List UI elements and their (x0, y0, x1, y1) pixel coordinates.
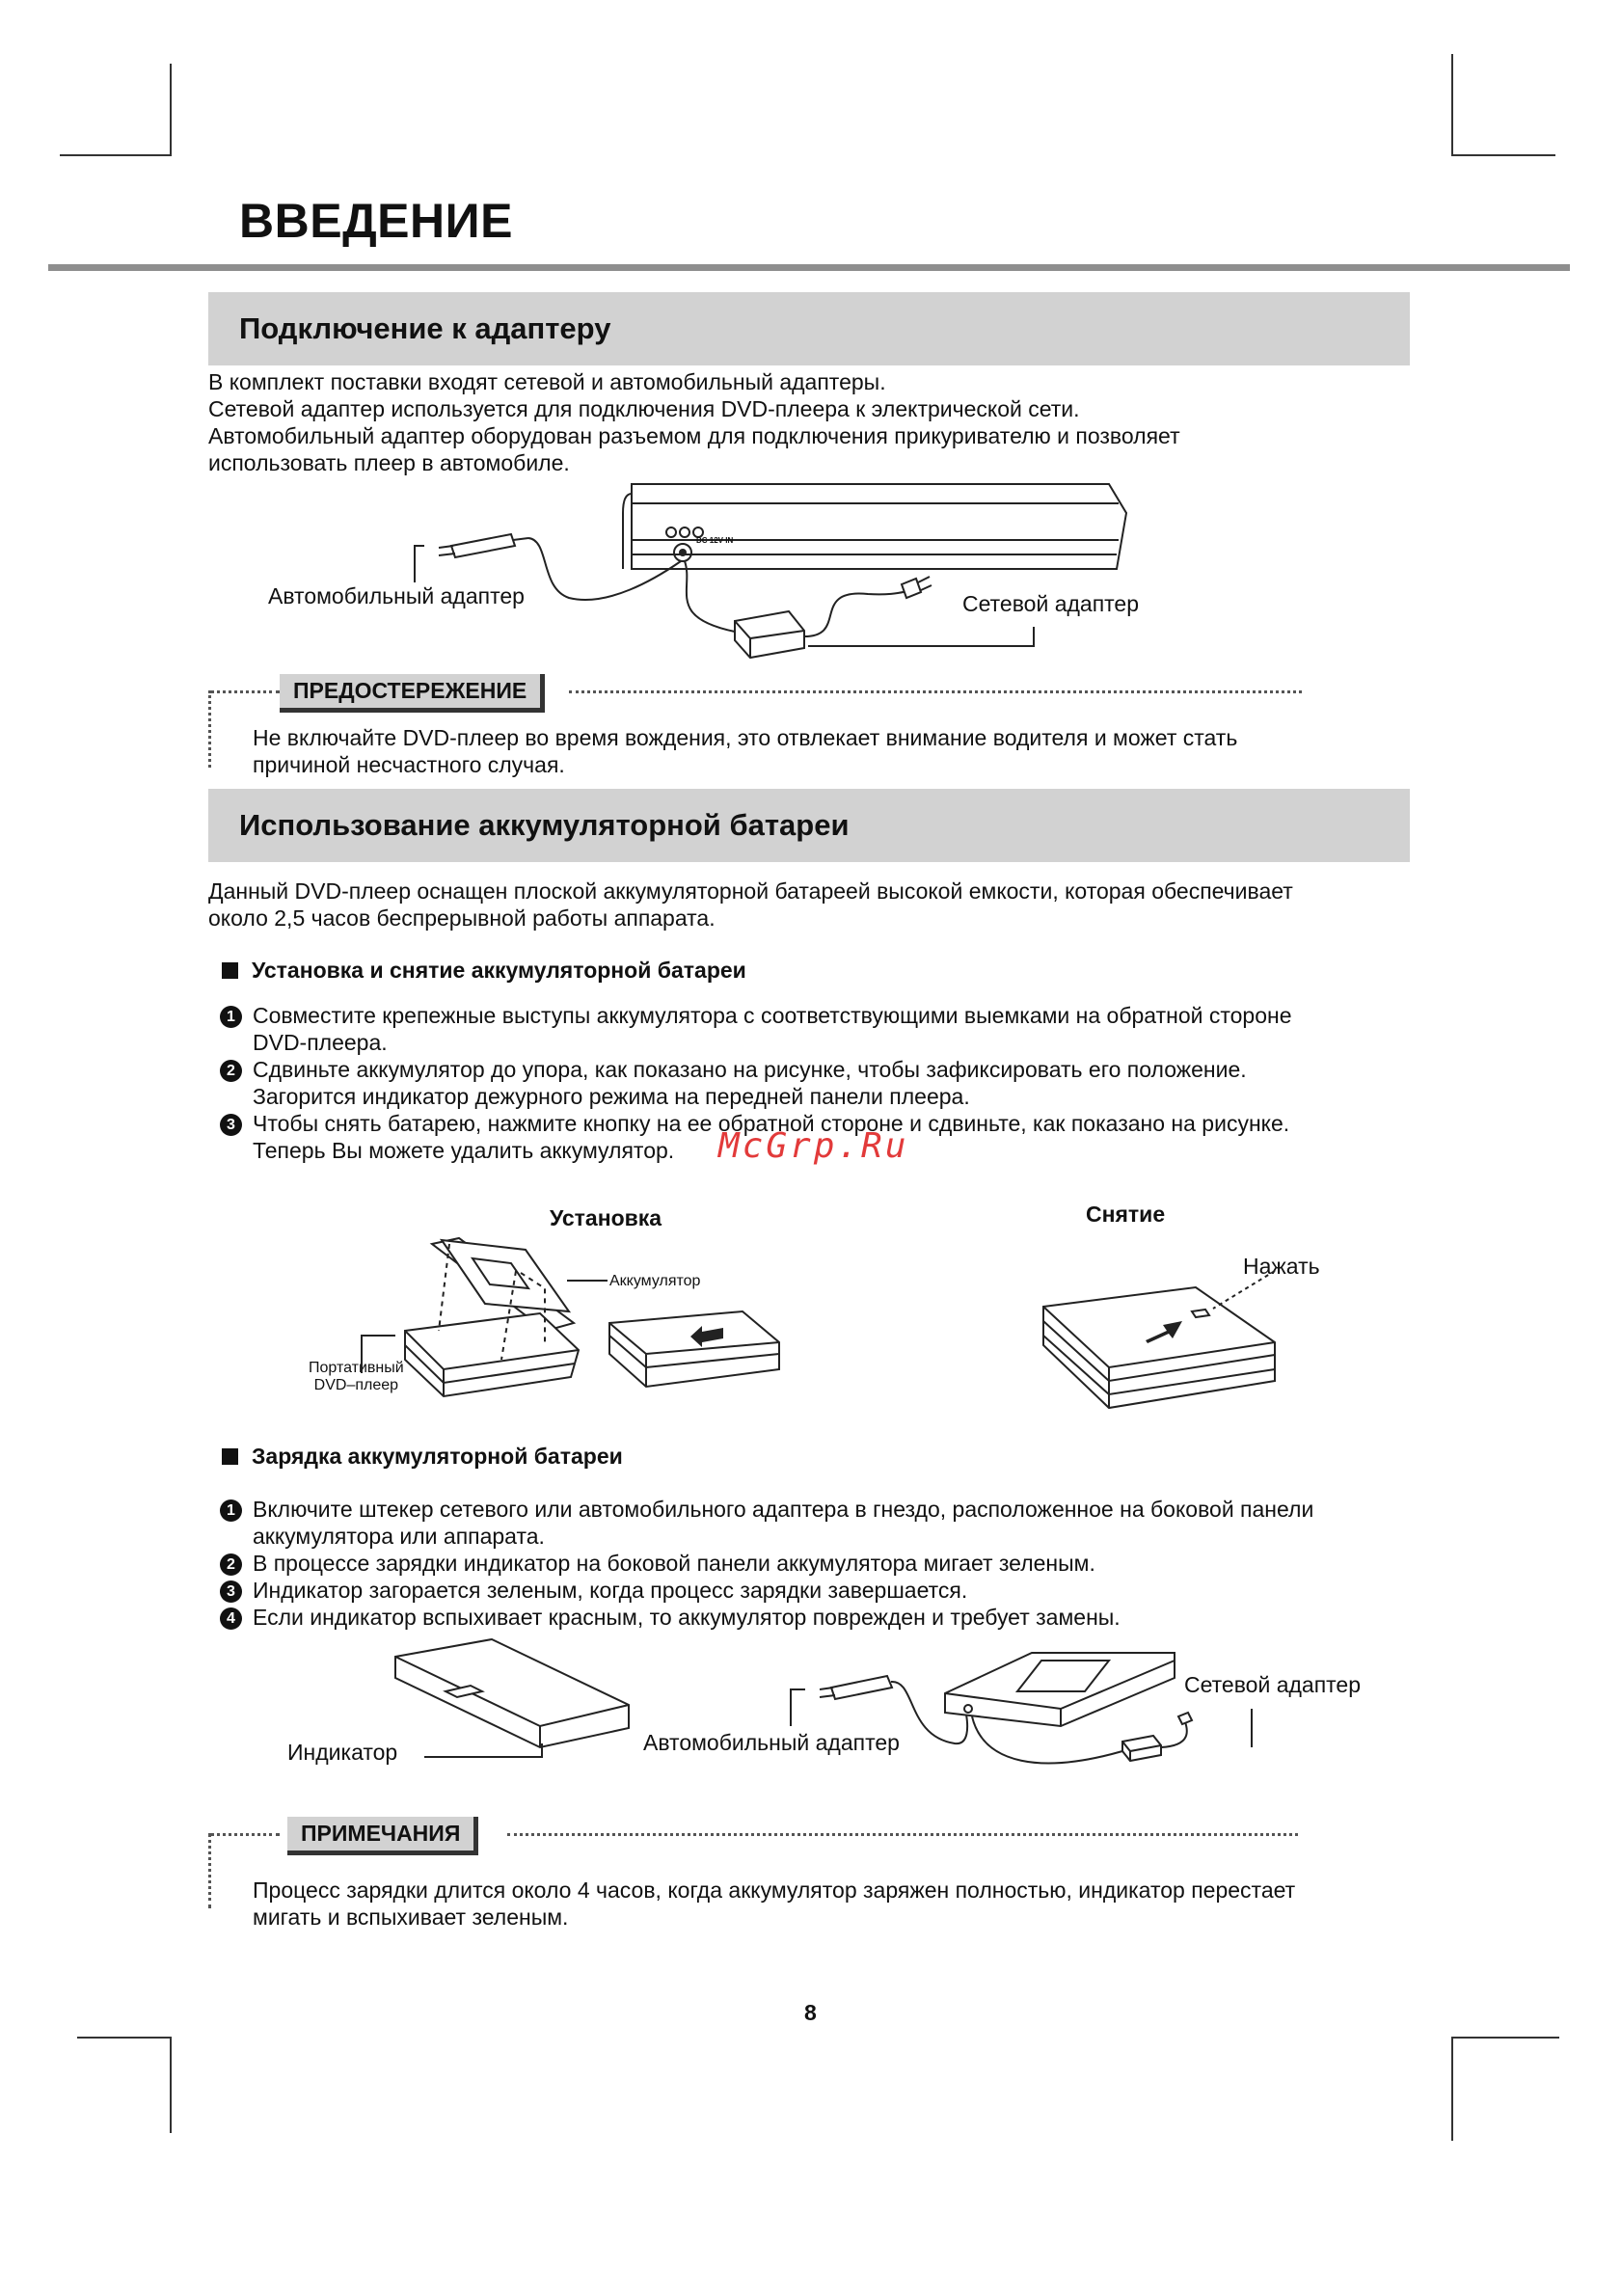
battery-label: Аккумулятор (609, 1273, 701, 1289)
battery-drawing (395, 1639, 629, 1757)
notes-label: ПРИМЕЧАНИЯ (287, 1817, 478, 1855)
text-line: использовать плеер в автомобиле. (208, 450, 570, 475)
indicator-label: Индикатор (287, 1740, 398, 1765)
watermark: McGrp.Ru (718, 1126, 909, 1166)
text-line: Не включайте DVD-плеер во время вождения, это отвлекает внимание водителя и может стать (253, 725, 1238, 750)
charge-subheading: Зарядка аккумуляторной батареи (222, 1444, 623, 1470)
jack-label: DC 12V IN (696, 536, 734, 545)
list-item: 3 Индикатор загорается зеленым, когда процесс зарядки завершается. (220, 1577, 1313, 1604)
player-label: Портативный DVD–плеер (309, 1360, 404, 1393)
text-line: В комплект поставки входят сетевой и автомобильный адаптеры. (208, 369, 886, 394)
notes-dotted-line (208, 1833, 211, 1908)
step-number-icon: 1 (220, 1006, 242, 1028)
text-line: мигать и вспыхивает зеленым. (253, 1904, 569, 1930)
text-line: около 2,5 часов беспрерывной работы аппарата. (208, 905, 716, 931)
page-number: 8 (804, 2000, 817, 2025)
text-line: причиной несчастного случая. (253, 752, 565, 777)
section-title: Подключение к адаптеру (239, 311, 611, 345)
step-number-icon: 3 (220, 1114, 242, 1136)
list-item: 4 Если индикатор вспыхивает красным, то аккумулятор поврежден и требует замены. (220, 1604, 1313, 1631)
notes-text (253, 1877, 1295, 1931)
text-line: Данный DVD-плеер оснащен плоской аккумуляторной батареей высокой емкости, которая обеспечивает (208, 878, 1293, 904)
step-number-icon: 2 (220, 1553, 242, 1576)
install-subheading: Установка и снятие аккумуляторной батареи (222, 958, 746, 984)
dvd-player-with-battery-drawing (945, 1653, 1175, 1726)
text-line: Процесс зарядки длится около 4 часов, когда аккумулятор заряжен полностью, индикатор перестает (253, 1877, 1296, 1903)
step-number-icon: 1 (220, 1499, 242, 1522)
section-title: Использование аккумуляторной батареи (239, 808, 850, 842)
notes-dotted-line (507, 1833, 1298, 1838)
mains-adapter-label: Сетевой адаптер (962, 591, 1140, 616)
warning-label: ПРЕДОСТЕРЕЖЕНИЕ (280, 674, 545, 713)
car-adapter-label: Автомобильный адаптер (268, 583, 525, 608)
list-item: 1 Совместите крепежные выступы аккумулятора с соответствующими выемками на обратной стороне DVD-плеера. (220, 1002, 1292, 1056)
remove-figure-title: Снятие (1086, 1202, 1166, 1227)
list-item: 1 Включите штекер сетевого или автомобильного адаптера в гнездо, расположенное на боковой панели аккумулятора или аппарата. (220, 1496, 1313, 1550)
page-title: ВВЕДЕНИЕ (239, 194, 513, 248)
list-item: 2 Сдвиньте аккумулятор до упора, как показано на рисунке, чтобы зафиксировать его положение. Загорится индикатор дежурного режима на передней панели плеера. (220, 1056, 1292, 1110)
text-line: Сетевой адаптер используется для подключения DVD-плеера к электрической сети. (208, 396, 1080, 421)
step-number-icon: 2 (220, 1060, 242, 1082)
step-number-icon: 3 (220, 1580, 242, 1603)
mains-adapter-label: Сетевой адаптер (1184, 1672, 1362, 1697)
step-number-icon: 4 (220, 1607, 242, 1630)
install-figure-title: Установка (550, 1205, 662, 1230)
car-adapter-plug (791, 1676, 967, 1743)
press-label: Нажать (1243, 1254, 1320, 1279)
notes-dotted-line (210, 1833, 280, 1838)
list-item: 2 В процессе зарядки индикатор на боковой панели аккумулятора мигает зеленым. (220, 1550, 1313, 1577)
text-line: Автомобильный адаптер оборудован разъемом для подключения прикуривателю и позволяет (208, 423, 1180, 448)
car-adapter-label: Автомобильный адаптер (643, 1730, 900, 1755)
list-item: 3 Чтобы снять батарею, нажмите кнопку на ее обратной стороне и сдвиньте, как показано на рисунке. Теперь Вы можете удалить аккумулятор. (220, 1110, 1292, 1164)
